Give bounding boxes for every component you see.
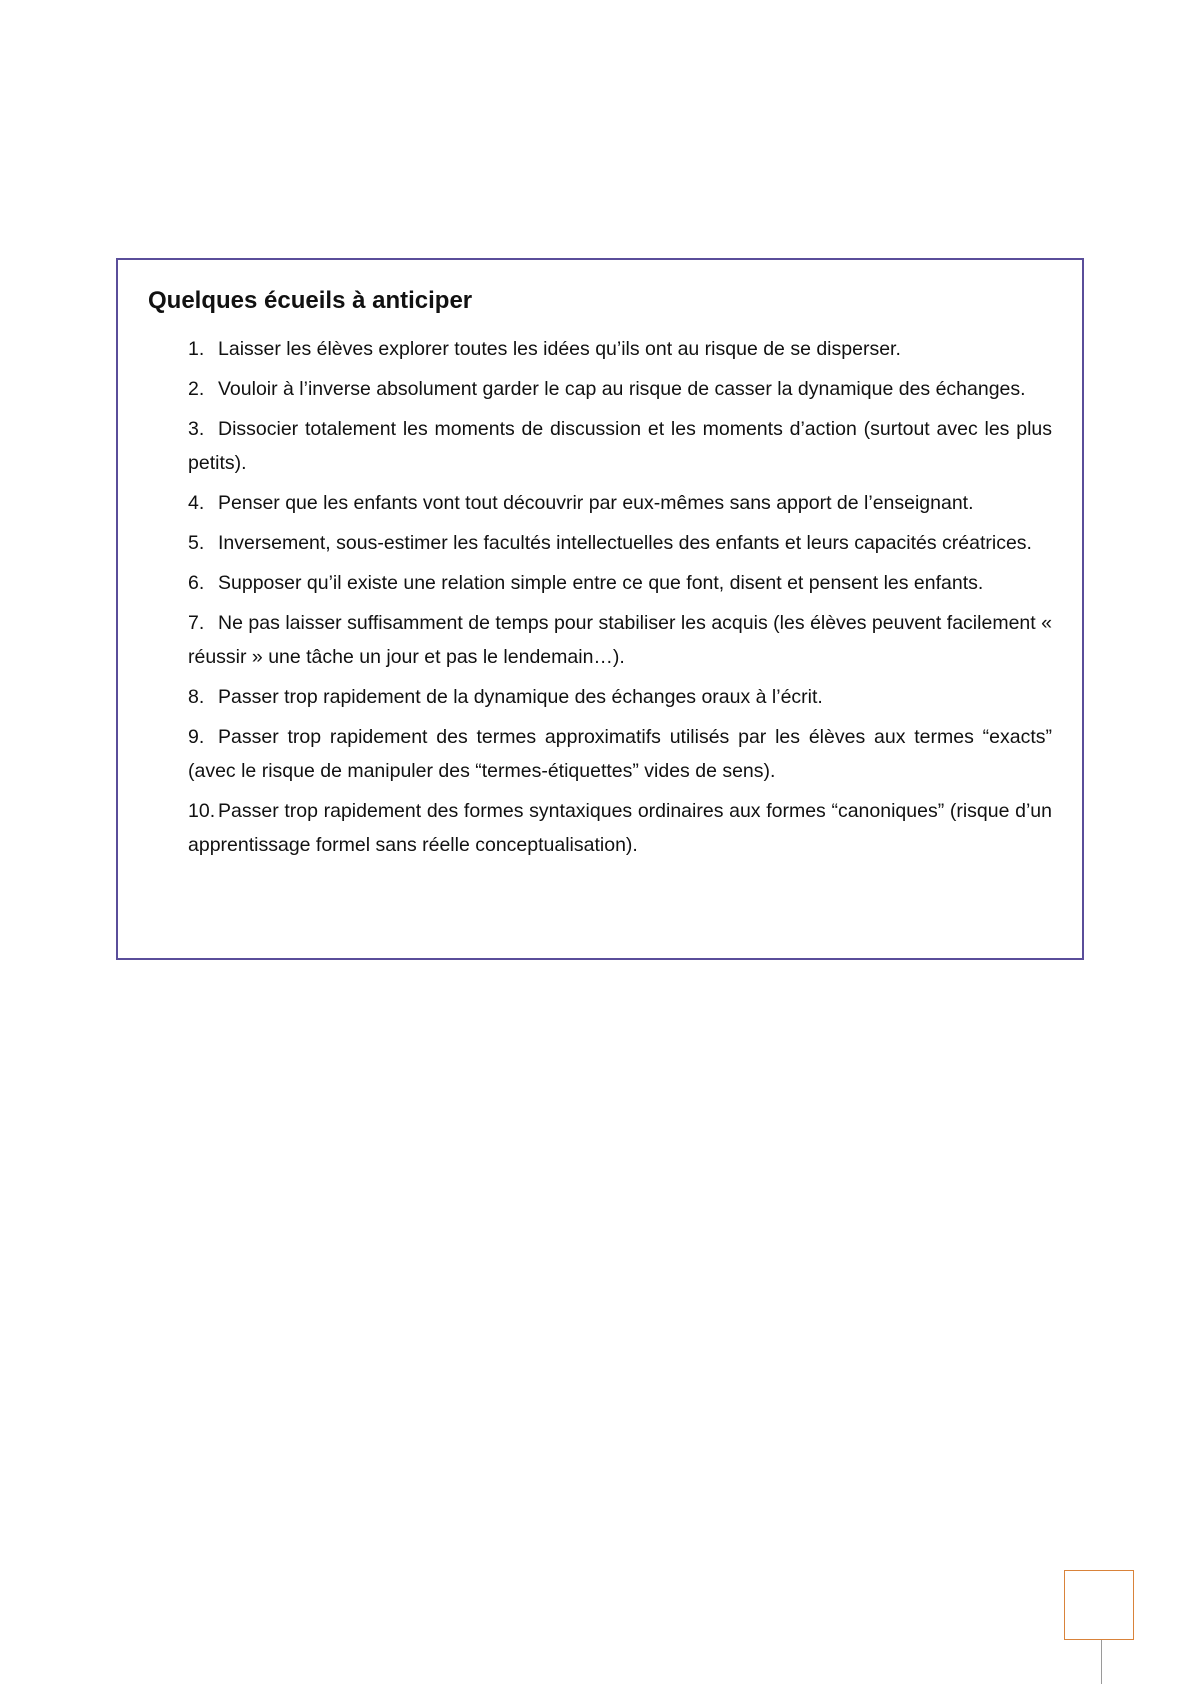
list-item bbox=[188, 332, 1052, 366]
item-text: Inversement, sous-estimer les facultés intellectuelles des enfants et leurs capacités créatrices. bbox=[218, 532, 1032, 554]
pitfalls-list bbox=[148, 332, 1052, 862]
item-number: 3. bbox=[188, 418, 205, 440]
list-item bbox=[188, 526, 1052, 560]
list-item bbox=[188, 486, 1052, 520]
item-text: Vouloir à l’inverse absolument garder le cap au risque de casser la dynamique des échanges. bbox=[218, 378, 1026, 400]
page-number-line bbox=[1101, 1640, 1102, 1684]
item-number: 10. bbox=[188, 800, 216, 822]
list-item bbox=[188, 566, 1052, 600]
item-text: Dissocier totalement les moments de discussion et les moments d’action (surtout avec les plus petits). bbox=[188, 418, 1052, 474]
item-number: 6. bbox=[188, 572, 205, 594]
item-text: Passer trop rapidement des formes syntaxiques ordinaires aux formes “canoniques” (risque d’un apprentissage formel sans réelle conceptualisation). bbox=[188, 800, 1052, 856]
item-number: 7. bbox=[188, 612, 205, 634]
item-text: Laisser les élèves explorer toutes les idées qu’ils ont au risque de se disperser. bbox=[218, 338, 901, 360]
list-item bbox=[188, 606, 1052, 674]
item-text: Passer trop rapidement des termes approximatifs utilisés par les élèves aux termes “exacts” (avec le risque de manipuler des “termes-étiquettes” vides de sens). bbox=[188, 726, 1052, 782]
list-item bbox=[188, 412, 1052, 480]
item-text: Passer trop rapidement de la dynamique des échanges oraux à l’écrit. bbox=[218, 686, 823, 708]
item-text: Penser que les enfants vont tout découvrir par eux-mêmes sans apport de l’enseignant. bbox=[218, 492, 974, 514]
list-item bbox=[188, 794, 1052, 862]
item-number: 1. bbox=[188, 338, 205, 360]
item-number: 4. bbox=[188, 492, 205, 514]
list-item bbox=[188, 680, 1052, 714]
item-number: 9. bbox=[188, 726, 205, 748]
item-text: Supposer qu’il existe une relation simple entre ce que font, disent et pensent les enfants. bbox=[218, 572, 984, 594]
box-title: Quelques écueils à anticiper bbox=[148, 287, 473, 314]
item-number: 5. bbox=[188, 532, 205, 554]
item-text: Ne pas laisser suffisamment de temps pour stabiliser les acquis (les élèves peuvent facilement « réussir » une tâche un jour et pas le lendemain…). bbox=[188, 612, 1052, 668]
list-item bbox=[188, 372, 1052, 406]
pitfalls-box bbox=[116, 258, 1084, 960]
list-item bbox=[188, 720, 1052, 788]
page-number-box bbox=[1064, 1570, 1134, 1640]
item-number: 2. bbox=[188, 378, 205, 400]
item-number: 8. bbox=[188, 686, 205, 708]
